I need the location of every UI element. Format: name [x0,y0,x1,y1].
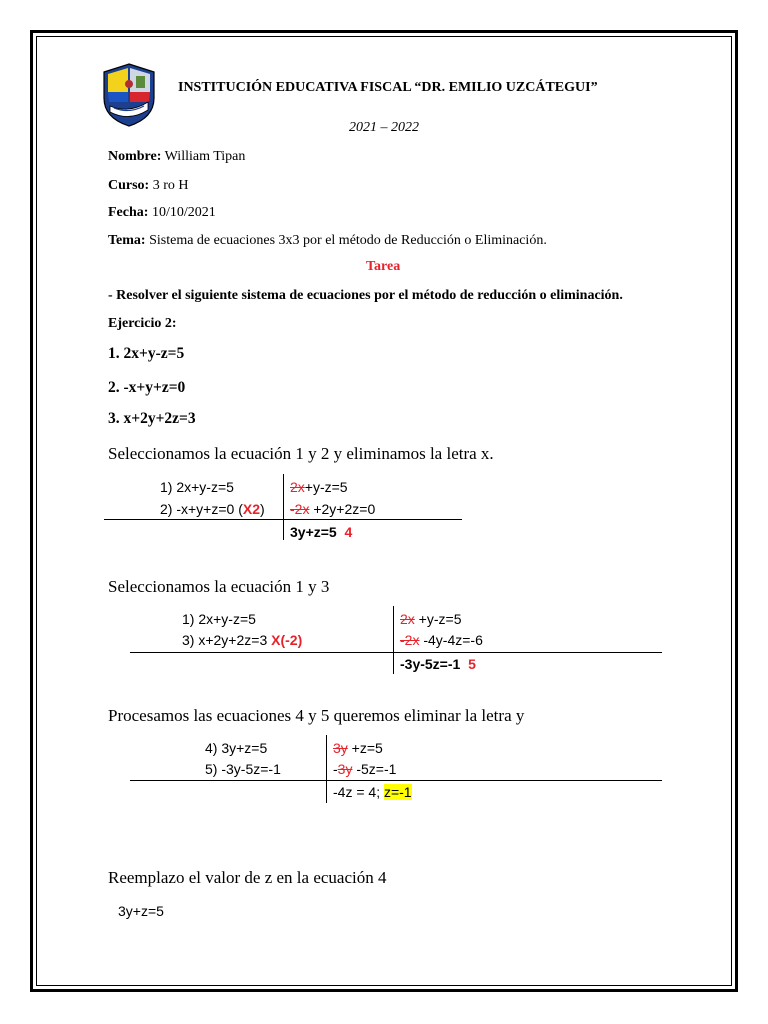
exercise-label: Ejercicio 2: [108,316,177,331]
step3-sum-line [130,780,662,781]
step2-result: -3y-5z=-1 5 [400,656,476,672]
step2-intro: Seleccionamos la ecuación 1 y 3 [108,577,330,596]
step3-intro: Procesamos las ecuaciones 4 y 5 queremos eliminar la letra y [108,706,525,725]
step1-result: 3y+z=5 4 [290,524,353,540]
step1-left-eq1: 1) 2x+y-z=5 [160,479,234,495]
step1-divider [283,474,284,540]
step3-right-eq2: -3y -5z=-1 [333,761,397,777]
school-years: 2021 – 2022 [349,120,419,135]
step2-sum-line [130,652,662,653]
school-crest-logo [100,62,158,128]
system-equation-2: 2. -x+y+z=0 [108,379,186,396]
tarea-title: Tarea [366,259,401,274]
step1-right-eq2: -2x +2y+2z=0 [290,501,376,517]
tarea-instruction: - Resolver el siguiente sistema de ecuaciones por el método de reducción o eliminación. [108,288,623,303]
fecha-line: Fecha: 10/10/2021 [108,205,216,220]
step3-right-eq1: 3y +z=5 [333,740,383,756]
system-equation-3: 3. x+2y+2z=3 [108,410,196,427]
step3-result: -4z = 4; z=-1 [333,784,412,800]
step3-left-eq2: 5) -3y-5z=-1 [205,761,281,777]
curso-line: Curso: 3 ro H [108,178,189,193]
step1-intro: Seleccionamos la ecuación 1 y 2 y eliminamos la letra x. [108,444,494,463]
step2-right-eq1: 2x +y-z=5 [400,611,462,627]
institution-title: INSTITUCIÓN EDUCATIVA FISCAL “DR. EMILIO UZCÁTEGUI” [178,80,598,95]
step2-left-eq2: 3) x+2y+2z=3 X(-2) [182,632,303,648]
nombre-line: Nombre: William Tipan [108,149,246,164]
step1-right-eq1: 2x+y-z=5 [290,479,348,495]
step2-right-eq2: -2x -4y-4z=-6 [400,632,483,648]
step2-left-eq1: 1) 2x+y-z=5 [182,611,256,627]
step4-equation: 3y+z=5 [118,903,164,919]
tema-line: Tema: Sistema de ecuaciones 3x3 por el método de Reducción o Eliminación. [108,233,547,248]
step1-left-eq2: 2) -x+y+z=0 (X2) [160,501,265,517]
step4-intro: Reemplazo el valor de z en la ecuación 4 [108,868,387,887]
step2-divider [393,606,394,674]
step3-divider [326,735,327,803]
system-equation-1: 1. 2x+y-z=5 [108,345,185,362]
step3-left-eq1: 4) 3y+z=5 [205,740,268,756]
z-value-highlight: z=-1 [383,784,412,800]
